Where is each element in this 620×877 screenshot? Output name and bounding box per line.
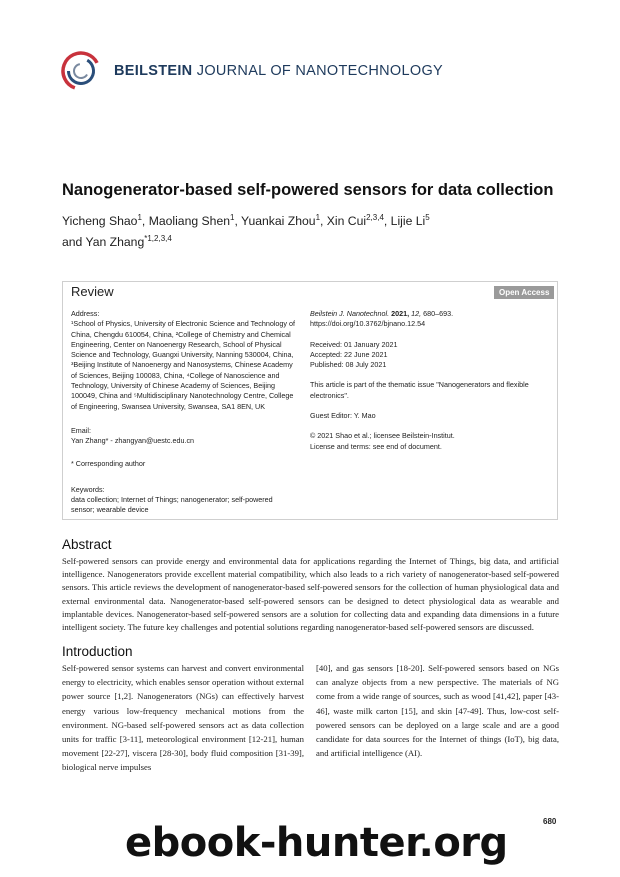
doi-link[interactable]: https://doi.org/10.3762/bjnano.12.54 [310,319,426,329]
address-text: ¹School of Physics, University of Electronic Science and Technology of China, Chengdu 610054, China, ²College of Chemistry and Chemical Engineering, Center on Nanoenergy Research, School of Physical Science and Technology, Guangxi University, Nanning 530004, China, ³Beijing Institute of Nanoenergy and Nanosystems, Chinese Academy of Sciences, Beijing 100083, China, ⁴College of Nanoscience and Technology, University of Chinese Academy of Sciences, Beijing 100049, China and ⁵Multidisciplinary Nanotechnology Centre, College of Engineering, Swansea University, Swansea, SA1 8EN, UK [71,319,295,411]
dates-block [310,340,550,371]
page-number: 680 [543,817,557,826]
guest-editor: Guest Editor: Y. Mao [310,411,376,421]
watermark: ebook-hunter.org [125,820,508,866]
author: Yicheng Shao [62,214,138,229]
keywords-block [71,485,296,516]
received-date: Received: 01 January 2021 [310,339,398,349]
license: License and terms: see end of document. [310,441,442,451]
keywords-label: Keywords: [71,484,105,494]
author: Maoliang Shen [148,214,230,229]
journal-name: BEILSTEIN JOURNAL OF NANOTECHNOLOGY [114,63,444,79]
copyright: © 2021 Shao et al.; licensee Beilstein-Institut. [310,431,455,441]
citation-volume: 12, [411,309,422,318]
abstract-text: Self-powered sensors can provide energy and environmental data for applications regarding the Internet of Things, big data, and artificial intelligence. Nanogenerators provide excellent material compatibility, which also leads to a rich variety of nanogenerator-based self-powered sensors. This article reviews the development of nanogenerator-based self-powered sensors for the collection of human physiological data and external environmental data. Nanogenerator-based self-powered sensors can be designed to detect physiological data as wearable and implantable devices. Nanogenerator-based self-powered sensors are a solution for collecting data and expanding data dimensions in a future intelligent society. The future key challenges and potential solutions regarding nanogenerator-based self-powered sensors are discussed. [62,556,559,633]
abstract-heading: Abstract [62,537,112,552]
citation-journal: Beilstein J. Nanotechnol. [310,309,390,318]
introduction-heading: Introduction [62,644,133,659]
author: Xin Cui [326,214,367,229]
citation-block [310,309,550,330]
introduction-right-column: [40], and gas sensors [18-20]. Self-powered sensors based on NGs can analyze objects from a new perspective. The materials of NG come from a wide range of sources, such as wood [41,42], paper [43-46], waste milk carton [15], and skin [47-49]. Thus, low-cost self-powered sensors can be deployed on a large scale and are a good candidate for data sources for the Internet of things (IoT), big data, and artificial intelligence (AI). [316,663,559,759]
citation-year: 2021, [391,309,410,318]
beilstein-logo-icon [60,50,102,92]
accepted-date: Accepted: 22 June 2021 [310,349,388,359]
corresponding-note: * Corresponding author [71,458,146,468]
info-left-column [71,309,296,524]
introduction-left-column: Self-powered sensor systems can harvest and convert environmental energy to electricity, which enables sensor operation without external power source [1,2]. Nanogenerators (NGs) can effectively harvest energy various low-frequency mechanical motions from the environment. NG-based self-powered sensors act as data collection units for traffic [3-11], meteorological environment [12-21], human movement [22-27], viscera [28-30], body fluid composition [31-39], biological nerve impulses [62,663,304,773]
license-block [310,431,550,452]
email-block [71,426,296,447]
address-label: Address: [71,309,100,318]
email-label: Email: [71,425,91,435]
published-date: Published: 08 July 2021 [310,360,387,370]
keywords-text: data collection; Internet of Things; nanogenerator; self-powered sensor; wearable device [71,495,273,515]
author: and Yan Zhang [62,235,145,250]
article-title: Nanogenerator-based self-powered sensors for data collection [62,181,554,199]
email-link[interactable]: Yan Zhang* - zhangyan@uestc.edu.cn [71,436,195,446]
author-list: Yicheng Shao$^1$, Maoliang Shen$^1$, Yuankai Zhou$^1$, Xin Cui$^{2,3,4}$, Lijie Li$^5$ and Yan Zhang$^{*1,2,3,4}$ [62,213,430,250]
address-block [71,309,296,412]
citation-pages: 680–693. [423,309,454,318]
author: Lijie Li [390,214,426,229]
info-right-column [310,309,550,460]
thematic-issue: This article is part of the thematic issue "Nanogenerators and flexible electronics". [310,380,529,400]
section-type: Review [71,284,114,299]
open-access-badge[interactable]: Open Access [494,286,554,299]
author: Yuankai Zhou [241,214,316,229]
